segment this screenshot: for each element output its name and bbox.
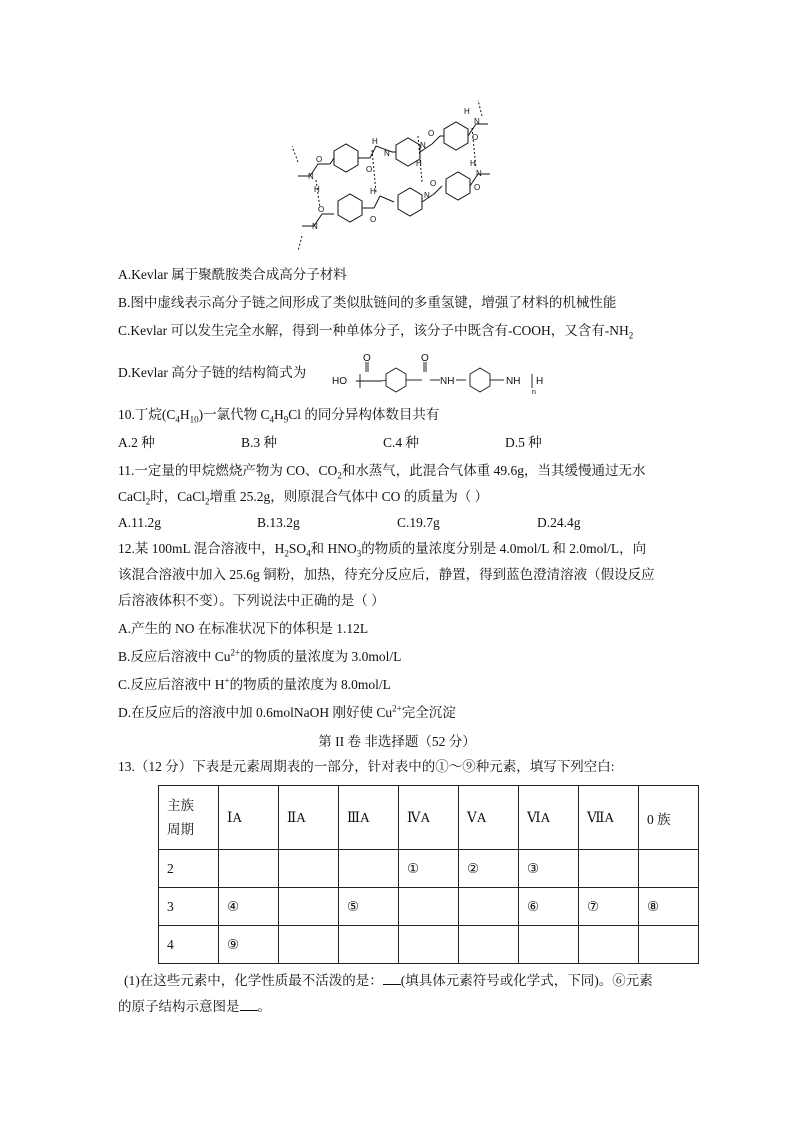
section-heading: 第 II 卷 非选择题（52 分） <box>318 734 476 749</box>
q13-sub1-line2 <box>118 998 271 1016</box>
group-header: 0 族 <box>639 786 699 850</box>
q13-text: 的原子结构示意图是 <box>118 999 240 1014</box>
formula-h: H <box>536 376 544 387</box>
element-cell: ⑤ <box>339 888 399 926</box>
element-cell <box>399 888 459 926</box>
amide-o-label: O <box>316 155 323 164</box>
formula-nh: NH <box>440 376 455 387</box>
element-cell <box>519 926 579 964</box>
period-cell: 2 <box>159 850 219 888</box>
period-cell: 3 <box>159 888 219 926</box>
element-cell <box>639 850 699 888</box>
element-cell <box>279 926 339 964</box>
element-cell <box>279 850 339 888</box>
q12-stem-line1 <box>118 540 646 558</box>
table-row <box>159 850 699 888</box>
subscript: 2 <box>205 496 210 507</box>
amide-h-label: H <box>314 185 320 194</box>
superscript: 2+ <box>230 647 241 658</box>
element-cell <box>279 888 339 926</box>
subscript: 2 <box>628 330 634 341</box>
table-row <box>159 888 699 926</box>
q13-text: (填具体元素符号或化学式，下同)。⑥元素 <box>400 973 653 988</box>
q10-text: H <box>274 407 284 422</box>
formula-o: O <box>421 353 429 364</box>
amide-h-label: H <box>470 159 476 168</box>
q11-text: 11.一定量的甲烷燃烧产物为 CO、CO <box>118 463 338 478</box>
q9-option-c-text: C.Kevlar 可以发生完全水解，得到一种单体分子，该分子中既含有-COOH，又含有-NH <box>118 323 629 338</box>
q11-text: CaCl <box>118 489 146 504</box>
element-cell: ⑨ <box>219 926 279 964</box>
q11-option-c: C.19.7g <box>397 515 440 530</box>
header-corner-cell <box>159 786 219 850</box>
q10-option-c: C.4 种 <box>383 435 420 450</box>
header-period-label: 周期 <box>167 821 194 837</box>
subscript: 3 <box>356 548 362 559</box>
element-cell: ⑥ <box>519 888 579 926</box>
amide-n-label: N <box>420 141 426 150</box>
amide-o-label: O <box>474 183 481 192</box>
q11-option-d: D.24.4g <box>537 515 581 530</box>
amide-o-label: O <box>472 133 479 142</box>
q11-option-a: A.11.2g <box>118 515 161 530</box>
group-header: ⅠA <box>219 786 279 850</box>
element-cell <box>639 926 699 964</box>
q12-option-c <box>118 676 391 694</box>
formula-ho: HO <box>332 376 347 387</box>
q12-text: 的物质的量浓度为 3.0mol/L <box>240 649 402 664</box>
subscript: 4 <box>175 414 180 425</box>
formula-nh: NH <box>506 376 521 387</box>
subscript: 2 <box>145 496 151 507</box>
amide-o-label: O <box>366 165 373 174</box>
superscript: 2+ <box>392 703 402 714</box>
subscript: 4 <box>306 548 311 559</box>
amide-h-label: H <box>464 107 470 116</box>
q10-option-d: D.5 种 <box>505 435 542 450</box>
element-cell <box>219 850 279 888</box>
q12-text: 完全沉淀 <box>401 705 456 720</box>
subscript: 2 <box>284 548 289 559</box>
amide-o-label: O <box>370 215 377 224</box>
element-cell: ⑦ <box>579 888 639 926</box>
q12-text: 和 HNO <box>310 541 357 556</box>
element-cell <box>579 926 639 964</box>
amide-o-label: O <box>430 179 437 188</box>
amide-n-label: N <box>476 169 482 178</box>
amide-n-label: N <box>308 172 314 181</box>
q11-stem-line2 <box>118 488 488 506</box>
q12-option-a: A.产生的 NO 在标准状况下的体积是 1.12L <box>118 621 369 636</box>
q13-intro: 13.（12 分）下表是元素周期表的一部分，针对表中的①～⑨种元素，填写下列空白: <box>118 759 615 774</box>
table-row <box>159 926 699 964</box>
q13-sub1-line1 <box>124 972 653 990</box>
answer-blank[interactable] <box>240 998 258 1011</box>
group-header: ⅥA <box>519 786 579 850</box>
q11-text: 和水蒸气，此混合气体重 49.6g，当其缓慢通过无水 <box>341 463 646 478</box>
q9-option-a: A.Kevlar 属于聚酰胺类合成高分子材料 <box>118 267 347 282</box>
q9-option-c <box>118 322 633 340</box>
q10-option-a: A.2 种 <box>118 435 155 450</box>
element-cell: ④ <box>219 888 279 926</box>
q12-text: 的物质的量浓度为 8.0mol/L <box>229 677 391 692</box>
q11-stem-line1 <box>118 462 646 480</box>
q11-text: 时，CaCl <box>150 489 206 504</box>
q12-text: B.反应后溶液中 Cu <box>118 649 231 664</box>
q11-option-b: B.13.2g <box>257 515 300 530</box>
q10-stem <box>118 406 439 424</box>
table-header-row <box>159 786 699 850</box>
q10-text: Cl 的同分异构体数目共有 <box>288 407 440 422</box>
element-cell <box>339 926 399 964</box>
q12-option-b <box>118 648 401 666</box>
q12-text: 的物质的量浓度分别是 4.0mol/L 和 2.0mol/L，向 <box>361 541 647 556</box>
superscript: + <box>224 675 230 686</box>
element-cell: ② <box>459 850 519 888</box>
q10-text: 10.丁烷(C <box>118 407 176 422</box>
q12-stem-line2: 该混合溶液中加入 25.6g 铜粉，加热，待充分反应后，静置，得到蓝色澄清溶液（假设反应 <box>118 567 655 582</box>
subscript: 4 <box>269 414 274 425</box>
element-cell <box>339 850 399 888</box>
formula-n: n <box>532 389 536 396</box>
q11-text: 增重 25.2g，则原混合气体中 CO 的质量为（ ） <box>209 489 489 504</box>
q10-text: H <box>179 407 190 422</box>
q9-option-b: B.图中虚线表示高分子链之间形成了类似肽链间的多重氢键，增强了材料的机械性能 <box>118 295 617 310</box>
subscript: 2 <box>337 470 342 481</box>
subscript: 9 <box>283 414 289 425</box>
group-header: ⅦA <box>579 786 639 850</box>
element-cell <box>459 888 519 926</box>
group-header: ⅣA <box>399 786 459 850</box>
element-cell <box>399 926 459 964</box>
amide-n-label: N <box>424 191 430 200</box>
group-header: ⅡA <box>279 786 339 850</box>
amide-h-label: H <box>416 159 422 168</box>
q12-text: 12.某 100mL 混合溶液中，H <box>118 541 285 556</box>
amide-n-label: N <box>384 149 390 158</box>
q10-option-b: B.3 种 <box>241 435 278 450</box>
amide-h-label: H <box>370 187 376 196</box>
q12-text: D.在反应后的溶液中加 0.6molNaOH 刚好使 Cu <box>118 705 393 720</box>
q10-text: )一氯代物 C <box>198 407 270 422</box>
q12-option-d <box>118 704 456 722</box>
element-cell: ③ <box>519 850 579 888</box>
q12-stem-line3: 后溶液体积不变）。下列说法中正确的是（ ） <box>118 593 385 608</box>
kevlar-repeat-unit-formula <box>330 352 560 396</box>
kevlar-structure-figure <box>292 96 512 256</box>
q12-text: SO <box>288 541 307 556</box>
period-cell: 4 <box>159 926 219 964</box>
q12-text: C.反应后溶液中 H <box>118 677 225 692</box>
element-cell <box>459 926 519 964</box>
element-cell: ① <box>399 850 459 888</box>
amide-o-label: O <box>428 129 435 138</box>
group-header: ⅤA <box>459 786 519 850</box>
amide-h-label: H <box>372 137 378 146</box>
amide-n-label: N <box>312 222 318 231</box>
q13-text: 。 <box>257 999 271 1014</box>
amide-o-label: O <box>318 205 325 214</box>
periodic-table-excerpt <box>158 785 699 964</box>
answer-blank[interactable] <box>383 972 401 985</box>
element-cell <box>579 850 639 888</box>
q9-option-d: D.Kevlar 高分子链的结构简式为 <box>118 365 307 380</box>
subscript: 10 <box>189 414 199 425</box>
header-group-label: 主族 <box>167 797 194 813</box>
element-cell: ⑧ <box>639 888 699 926</box>
formula-o: O <box>363 353 371 364</box>
group-header: ⅢA <box>339 786 399 850</box>
amide-n-label: N <box>474 117 480 126</box>
q13-text: (1)在这些元素中，化学性质最不活泼的是： <box>124 973 383 988</box>
